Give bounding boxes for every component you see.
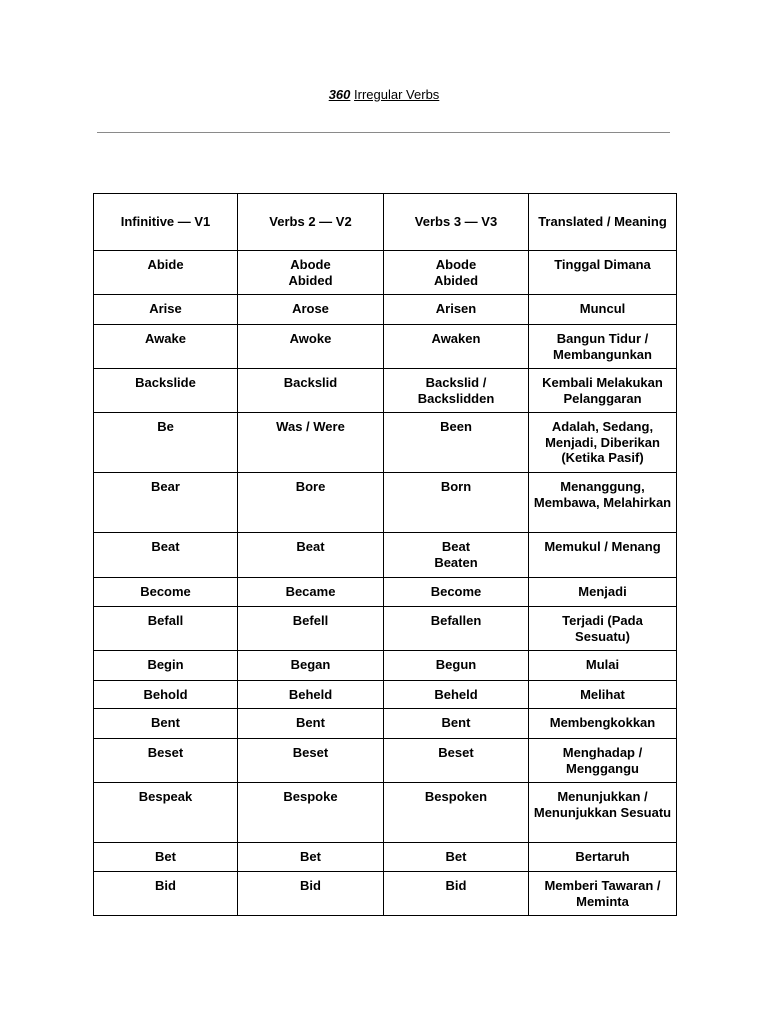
cell-v2: Became: [238, 578, 384, 607]
header-v2: Verbs 2 — V2: [238, 194, 384, 251]
table-row: [94, 843, 677, 872]
cell-meaning: Muncul: [529, 295, 677, 325]
cell-v2: Bet: [238, 843, 384, 872]
cell-v2: Awoke: [238, 325, 384, 369]
cell-meaning: Bangun Tidur / Membangunkan: [529, 325, 677, 369]
cell-v3: Been: [384, 413, 529, 473]
table-row: [94, 251, 677, 295]
cell-v2: Beheld: [238, 681, 384, 709]
cell-v2: Bent: [238, 709, 384, 739]
cell-v2: Backslid: [238, 369, 384, 413]
cell-meaning: Membengkokkan: [529, 709, 677, 739]
irregular-verbs-table: [93, 193, 677, 916]
table-row: [94, 681, 677, 709]
page-title: [0, 87, 768, 103]
cell-v2: Beat: [238, 533, 384, 578]
cell-infinitive: Abide: [94, 251, 238, 295]
cell-infinitive: Bear: [94, 473, 238, 533]
table-row: [94, 369, 677, 413]
cell-v3: Bent: [384, 709, 529, 739]
header-infinitive: Infinitive — V1: [94, 194, 238, 251]
cell-v2: Bore: [238, 473, 384, 533]
table-row: [94, 607, 677, 651]
table-row: [94, 709, 677, 739]
cell-infinitive: Backslide: [94, 369, 238, 413]
cell-meaning: Bertaruh: [529, 843, 677, 872]
table-row: [94, 473, 677, 533]
cell-infinitive: Be: [94, 413, 238, 473]
cell-infinitive: Behold: [94, 681, 238, 709]
cell-v3: Bid: [384, 872, 529, 916]
cell-infinitive: Befall: [94, 607, 238, 651]
table-row: [94, 413, 677, 473]
cell-meaning: Menanggung, Membawa, Melahirkan: [529, 473, 677, 533]
cell-infinitive: Beset: [94, 739, 238, 783]
cell-v2: Was / Were: [238, 413, 384, 473]
title-divider: [97, 132, 670, 133]
cell-meaning: Menjadi: [529, 578, 677, 607]
cell-infinitive: Begin: [94, 651, 238, 681]
cell-v2: Bid: [238, 872, 384, 916]
cell-meaning: Adalah, Sedang, Menjadi, Diberikan (Ketika Pasif): [529, 413, 677, 473]
title-number: 360: [328, 87, 351, 102]
table-row: [94, 651, 677, 681]
cell-v3: Awaken: [384, 325, 529, 369]
cell-v2: Began: [238, 651, 384, 681]
cell-v3: Become: [384, 578, 529, 607]
cell-v3: Begun: [384, 651, 529, 681]
cell-meaning: Terjadi (Pada Sesuatu): [529, 607, 677, 651]
cell-v3: Beset: [384, 739, 529, 783]
cell-meaning: Kembali Melakukan Pelanggaran: [529, 369, 677, 413]
cell-meaning: Memukul / Menang: [529, 533, 677, 578]
cell-infinitive: Bid: [94, 872, 238, 916]
table-row: [94, 325, 677, 369]
cell-v2: Beset: [238, 739, 384, 783]
cell-meaning: Mulai: [529, 651, 677, 681]
cell-infinitive: Beat: [94, 533, 238, 578]
cell-meaning: Menunjukkan / Menunjukkan Sesuatu: [529, 783, 677, 843]
cell-v3: Backslid / Backslidden: [384, 369, 529, 413]
table-row: [94, 578, 677, 607]
cell-v3: Beat Beaten: [384, 533, 529, 578]
cell-meaning: Tinggal Dimana: [529, 251, 677, 295]
cell-v3: Born: [384, 473, 529, 533]
cell-infinitive: Awake: [94, 325, 238, 369]
title-text: Irregular Verbs: [354, 87, 440, 102]
cell-infinitive: Bet: [94, 843, 238, 872]
table-row: [94, 533, 677, 578]
table-row: [94, 295, 677, 325]
cell-meaning: Memberi Tawaran / Meminta: [529, 872, 677, 916]
header-meaning: Translated / Meaning: [529, 194, 677, 251]
table-header-row: [94, 194, 677, 251]
cell-meaning: Melihat: [529, 681, 677, 709]
cell-v3: Bet: [384, 843, 529, 872]
cell-infinitive: Become: [94, 578, 238, 607]
cell-v3: Arisen: [384, 295, 529, 325]
cell-v3: Beheld: [384, 681, 529, 709]
cell-v2: Abode Abided: [238, 251, 384, 295]
cell-infinitive: Bespeak: [94, 783, 238, 843]
table-row: [94, 872, 677, 916]
table-row: [94, 739, 677, 783]
cell-v3: Befallen: [384, 607, 529, 651]
header-v3: Verbs 3 — V3: [384, 194, 529, 251]
cell-infinitive: Bent: [94, 709, 238, 739]
cell-v3: Bespoken: [384, 783, 529, 843]
cell-v2: Befell: [238, 607, 384, 651]
cell-v2: Bespoke: [238, 783, 384, 843]
table-row: [94, 783, 677, 843]
cell-meaning: Menghadap / Menggangu: [529, 739, 677, 783]
cell-infinitive: Arise: [94, 295, 238, 325]
cell-v2: Arose: [238, 295, 384, 325]
cell-v3: Abode Abided: [384, 251, 529, 295]
table-body: [94, 251, 677, 916]
